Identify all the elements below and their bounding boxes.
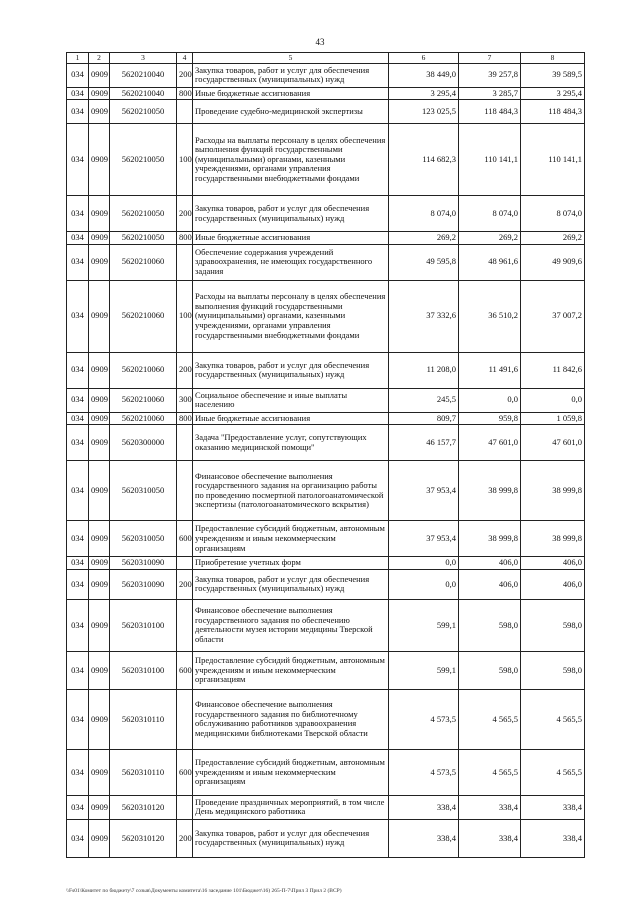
table-row (67, 280, 585, 352)
cell-amount-3: 118 484,3 (521, 100, 585, 124)
cell-amount-2: 4 565,5 (459, 689, 521, 749)
cell-agency: 034 (67, 569, 89, 599)
cell-expense-type: 100 (177, 124, 193, 196)
cell-expense-type: 100 (177, 280, 193, 352)
cell-description: Предоставление субсидий бюджетным, автономным учреждениям и иным некоммерческим организациям (193, 749, 389, 795)
cell-target-article: 5620210050 (110, 196, 177, 232)
cell-expense-type (177, 557, 193, 570)
cell-amount-2: 39 257,8 (459, 63, 521, 87)
cell-section: 0909 (89, 412, 110, 425)
cell-section: 0909 (89, 819, 110, 857)
cell-amount-2: 47 601,0 (459, 425, 521, 461)
footer-path: \\Fs01\Комитет по бюджету\7 созыв\Документы комитета\16 заседание 101\Бюджет\16) 265-П-7\Прил 3 Прил 2 (ВСР) (66, 888, 342, 894)
table-row (67, 100, 585, 124)
cell-description: Закупка товаров, работ и услуг для обеспечения государственных (муниципальных) нужд (193, 196, 389, 232)
cell-amount-1: 37 953,4 (389, 521, 459, 557)
cell-expense-type: 800 (177, 232, 193, 245)
cell-target-article: 5620310090 (110, 557, 177, 570)
table-row (67, 244, 585, 280)
cell-section: 0909 (89, 599, 110, 651)
cell-expense-type (177, 461, 193, 521)
cell-section: 0909 (89, 425, 110, 461)
cell-amount-3: 598,0 (521, 651, 585, 689)
cell-target-article: 5620310090 (110, 569, 177, 599)
cell-agency: 034 (67, 100, 89, 124)
cell-section: 0909 (89, 244, 110, 280)
column-header-1: 1 (67, 53, 89, 64)
cell-section: 0909 (89, 795, 110, 819)
cell-agency: 034 (67, 280, 89, 352)
cell-section: 0909 (89, 100, 110, 124)
cell-amount-1: 245,5 (389, 388, 459, 412)
table-row (67, 599, 585, 651)
table-row (67, 795, 585, 819)
cell-agency: 034 (67, 425, 89, 461)
cell-agency: 034 (67, 388, 89, 412)
cell-target-article: 5620210060 (110, 388, 177, 412)
cell-amount-3: 4 565,5 (521, 689, 585, 749)
cell-section: 0909 (89, 651, 110, 689)
cell-amount-3: 1 059,8 (521, 412, 585, 425)
table-row (67, 124, 585, 196)
cell-section: 0909 (89, 87, 110, 100)
table-row (67, 569, 585, 599)
column-header-5: 5 (193, 53, 389, 64)
cell-expense-type: 200 (177, 352, 193, 388)
cell-section: 0909 (89, 388, 110, 412)
cell-expense-type (177, 795, 193, 819)
cell-amount-2: 406,0 (459, 557, 521, 570)
cell-target-article: 5620210060 (110, 244, 177, 280)
cell-expense-type: 200 (177, 63, 193, 87)
cell-agency: 034 (67, 819, 89, 857)
cell-description: Обеспечение содержания учреждений здравоохранения, не имеющих государственного задания (193, 244, 389, 280)
cell-target-article: 5620310110 (110, 749, 177, 795)
cell-amount-3: 37 007,2 (521, 280, 585, 352)
cell-target-article: 5620210060 (110, 280, 177, 352)
cell-amount-3: 406,0 (521, 569, 585, 599)
header-row (67, 53, 585, 64)
cell-target-article: 5620300000 (110, 425, 177, 461)
cell-amount-3: 38 999,8 (521, 521, 585, 557)
cell-description: Предоставление субсидий бюджетным, автономным учреждениям и иным некоммерческим организациям (193, 521, 389, 557)
cell-description: Расходы на выплаты персоналу в целях обеспечения выполнения функций государственными (муниципальными) органами, казенными учреждениями, органами управления государственными внебюджетными фондами (193, 124, 389, 196)
cell-amount-1: 114 682,3 (389, 124, 459, 196)
cell-amount-3: 0,0 (521, 388, 585, 412)
cell-amount-2: 0,0 (459, 388, 521, 412)
cell-target-article: 5620210040 (110, 63, 177, 87)
cell-section: 0909 (89, 63, 110, 87)
table-row (67, 196, 585, 232)
cell-amount-3: 3 295,4 (521, 87, 585, 100)
cell-expense-type: 600 (177, 749, 193, 795)
cell-expense-type: 800 (177, 412, 193, 425)
cell-amount-2: 338,4 (459, 819, 521, 857)
cell-agency: 034 (67, 196, 89, 232)
cell-amount-3: 4 565,5 (521, 749, 585, 795)
cell-section: 0909 (89, 569, 110, 599)
cell-description: Закупка товаров, работ и услуг для обеспечения государственных (муниципальных) нужд (193, 569, 389, 599)
cell-amount-2: 48 961,6 (459, 244, 521, 280)
cell-amount-1: 4 573,5 (389, 689, 459, 749)
cell-amount-3: 110 141,1 (521, 124, 585, 196)
cell-amount-2: 338,4 (459, 795, 521, 819)
cell-agency: 034 (67, 651, 89, 689)
column-header-3: 3 (110, 53, 177, 64)
table-body (67, 63, 585, 857)
cell-amount-3: 11 842,6 (521, 352, 585, 388)
cell-amount-2: 406,0 (459, 569, 521, 599)
column-header-2: 2 (89, 53, 110, 64)
cell-target-article: 5620210060 (110, 352, 177, 388)
cell-target-article: 5620210050 (110, 124, 177, 196)
cell-description: Закупка товаров, работ и услуг для обеспечения государственных (муниципальных) нужд (193, 819, 389, 857)
column-header-4: 4 (177, 53, 193, 64)
cell-agency: 034 (67, 557, 89, 570)
table-row (67, 232, 585, 245)
cell-target-article: 5620310050 (110, 521, 177, 557)
cell-amount-3: 49 909,6 (521, 244, 585, 280)
cell-amount-3: 598,0 (521, 599, 585, 651)
cell-amount-1: 0,0 (389, 569, 459, 599)
cell-amount-1: 11 208,0 (389, 352, 459, 388)
cell-target-article: 5620310120 (110, 819, 177, 857)
cell-expense-type: 200 (177, 196, 193, 232)
cell-agency: 034 (67, 689, 89, 749)
table-row (67, 521, 585, 557)
cell-section: 0909 (89, 557, 110, 570)
cell-description: Закупка товаров, работ и услуг для обеспечения государственных (муниципальных) нужд (193, 63, 389, 87)
cell-description: Социальное обеспечение и иные выплаты населению (193, 388, 389, 412)
cell-agency: 034 (67, 232, 89, 245)
cell-description: Иные бюджетные ассигнования (193, 412, 389, 425)
table-row (67, 689, 585, 749)
cell-section: 0909 (89, 689, 110, 749)
cell-description: Финансовое обеспечение выполнения государственного задания по обеспечению деятельности музея истории медицины Тверской области (193, 599, 389, 651)
cell-amount-1: 123 025,5 (389, 100, 459, 124)
column-header-7: 7 (459, 53, 521, 64)
table-row (67, 87, 585, 100)
cell-agency: 034 (67, 599, 89, 651)
table-row (67, 557, 585, 570)
cell-amount-2: 3 285,7 (459, 87, 521, 100)
cell-amount-1: 49 595,8 (389, 244, 459, 280)
cell-expense-type (177, 244, 193, 280)
cell-amount-1: 599,1 (389, 599, 459, 651)
cell-agency: 034 (67, 63, 89, 87)
cell-amount-2: 38 999,8 (459, 521, 521, 557)
cell-amount-2: 598,0 (459, 599, 521, 651)
cell-expense-type: 600 (177, 521, 193, 557)
cell-section: 0909 (89, 196, 110, 232)
cell-amount-1: 338,4 (389, 819, 459, 857)
cell-section: 0909 (89, 461, 110, 521)
cell-agency: 034 (67, 244, 89, 280)
cell-section: 0909 (89, 521, 110, 557)
cell-expense-type (177, 599, 193, 651)
cell-target-article: 5620310120 (110, 795, 177, 819)
cell-description: Проведение судебно-медицинской экспертизы (193, 100, 389, 124)
cell-expense-type: 200 (177, 819, 193, 857)
cell-amount-1: 3 295,4 (389, 87, 459, 100)
cell-description: Финансовое обеспечение выполнения государственного задания на организацию работы по проведению посмертной патологоанатомической экспертизы (патологоанатомического вскрытия) (193, 461, 389, 521)
cell-amount-2: 11 491,6 (459, 352, 521, 388)
cell-amount-3: 8 074,0 (521, 196, 585, 232)
cell-description: Иные бюджетные ассигнования (193, 232, 389, 245)
cell-expense-type: 800 (177, 87, 193, 100)
cell-amount-2: 8 074,0 (459, 196, 521, 232)
table-row (67, 388, 585, 412)
cell-amount-3: 406,0 (521, 557, 585, 570)
table-row (67, 63, 585, 87)
cell-amount-1: 269,2 (389, 232, 459, 245)
cell-agency: 034 (67, 352, 89, 388)
cell-expense-type (177, 689, 193, 749)
table-row (67, 651, 585, 689)
cell-amount-2: 959,8 (459, 412, 521, 425)
column-header-6: 6 (389, 53, 459, 64)
cell-expense-type (177, 425, 193, 461)
cell-amount-2: 269,2 (459, 232, 521, 245)
cell-section: 0909 (89, 124, 110, 196)
cell-amount-1: 809,7 (389, 412, 459, 425)
table-row (67, 425, 585, 461)
cell-agency: 034 (67, 87, 89, 100)
cell-agency: 034 (67, 461, 89, 521)
cell-amount-3: 269,2 (521, 232, 585, 245)
cell-expense-type: 300 (177, 388, 193, 412)
cell-amount-1: 4 573,5 (389, 749, 459, 795)
cell-description: Финансовое обеспечение выполнения государственного задания по библиотечному обслуживанию работников здравоохранения медицинскими библиотеками Тверской области (193, 689, 389, 749)
cell-target-article: 5620310110 (110, 689, 177, 749)
cell-amount-1: 338,4 (389, 795, 459, 819)
cell-description: Расходы на выплаты персоналу в целях обеспечения выполнения функций государственными (муниципальными) органами, казенными учреждениями, органами управления государственными внебюджетными фондами (193, 280, 389, 352)
cell-amount-2: 110 141,1 (459, 124, 521, 196)
cell-amount-1: 37 953,4 (389, 461, 459, 521)
cell-amount-3: 338,4 (521, 795, 585, 819)
cell-amount-2: 36 510,2 (459, 280, 521, 352)
table-row (67, 461, 585, 521)
cell-amount-1: 8 074,0 (389, 196, 459, 232)
cell-amount-2: 38 999,8 (459, 461, 521, 521)
cell-description: Проведение праздничных мероприятий, в том числе День медицинского работника (193, 795, 389, 819)
column-header-8: 8 (521, 53, 585, 64)
cell-amount-3: 338,4 (521, 819, 585, 857)
cell-expense-type (177, 100, 193, 124)
cell-agency: 034 (67, 749, 89, 795)
cell-target-article: 5620210050 (110, 100, 177, 124)
cell-target-article: 5620210060 (110, 412, 177, 425)
cell-target-article: 5620210040 (110, 87, 177, 100)
cell-description: Задача "Предоставление услуг, сопутствующих оказанию медицинской помощи" (193, 425, 389, 461)
cell-amount-3: 47 601,0 (521, 425, 585, 461)
cell-amount-1: 0,0 (389, 557, 459, 570)
cell-amount-1: 46 157,7 (389, 425, 459, 461)
cell-amount-1: 37 332,6 (389, 280, 459, 352)
cell-amount-2: 118 484,3 (459, 100, 521, 124)
cell-description: Закупка товаров, работ и услуг для обеспечения государственных (муниципальных) нужд (193, 352, 389, 388)
cell-amount-1: 599,1 (389, 651, 459, 689)
cell-description: Предоставление субсидий бюджетным, автономным учреждениям и иным некоммерческим организациям (193, 651, 389, 689)
cell-section: 0909 (89, 749, 110, 795)
table-row (67, 352, 585, 388)
cell-expense-type: 600 (177, 651, 193, 689)
cell-target-article: 5620310100 (110, 651, 177, 689)
cell-section: 0909 (89, 352, 110, 388)
table-row (67, 819, 585, 857)
cell-target-article: 5620210050 (110, 232, 177, 245)
cell-amount-3: 39 589,5 (521, 63, 585, 87)
page-number: 43 (315, 37, 325, 47)
table-row (67, 749, 585, 795)
cell-amount-2: 598,0 (459, 651, 521, 689)
table-row (67, 412, 585, 425)
cell-amount-2: 4 565,5 (459, 749, 521, 795)
cell-agency: 034 (67, 795, 89, 819)
cell-expense-type: 200 (177, 569, 193, 599)
cell-section: 0909 (89, 280, 110, 352)
cell-description: Приобретение учетных форм (193, 557, 389, 570)
cell-agency: 034 (67, 412, 89, 425)
cell-target-article: 5620310100 (110, 599, 177, 651)
cell-section: 0909 (89, 232, 110, 245)
cell-agency: 034 (67, 521, 89, 557)
cell-target-article: 5620310050 (110, 461, 177, 521)
cell-amount-1: 38 449,0 (389, 63, 459, 87)
cell-description: Иные бюджетные ассигнования (193, 87, 389, 100)
cell-agency: 034 (67, 124, 89, 196)
budget-table (66, 52, 585, 858)
cell-amount-3: 38 999,8 (521, 461, 585, 521)
